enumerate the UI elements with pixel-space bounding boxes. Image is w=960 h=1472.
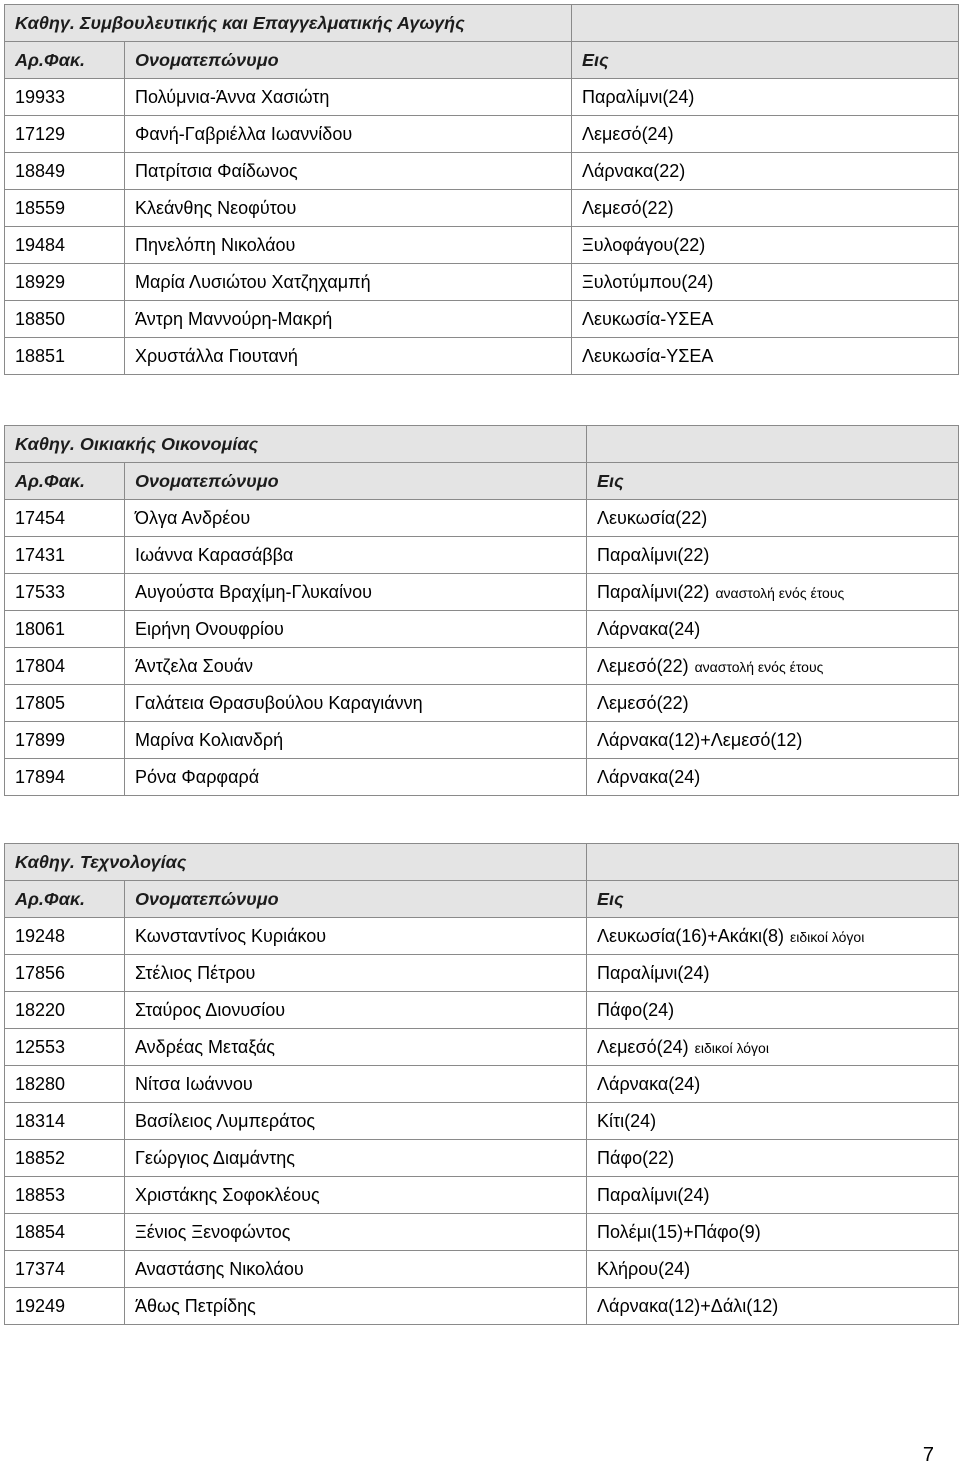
placement-text: Λευκωσία(22)	[597, 507, 708, 528]
cell-full-name: Πολύμνια-Άννα Χασιώτη	[125, 79, 572, 116]
cell-full-name: Μαρία Λυσιώτου Χατζηχαμπή	[125, 264, 572, 301]
cell-file-number: 12553	[5, 1029, 125, 1066]
placement-text: Πολέμι(15)+Πάφο(9)	[597, 1221, 761, 1242]
header-row	[5, 42, 959, 79]
cell-file-number: 17805	[5, 685, 125, 722]
cell-file-number: 19249	[5, 1288, 125, 1325]
placement-text: Παραλίμνι(24)	[597, 962, 710, 983]
cell-full-name: Κλεάνθης Νεοφύτου	[125, 190, 572, 227]
table-row	[5, 1177, 959, 1214]
cell-placement	[587, 1214, 959, 1251]
cell-file-number: 18280	[5, 1066, 125, 1103]
table-row	[5, 611, 959, 648]
placement-text: Κλήρου(24)	[597, 1258, 691, 1279]
table-row	[5, 685, 959, 722]
cell-placement	[587, 648, 959, 685]
col-header-name: Ονοματεπώνυμο	[125, 881, 587, 918]
category-row	[5, 426, 959, 463]
cell-full-name: Ανδρέας Μεταξάς	[125, 1029, 587, 1066]
cell-full-name: Χρυστάλλα Γιουτανή	[125, 338, 572, 375]
cell-placement	[587, 722, 959, 759]
category-row	[5, 5, 959, 42]
cell-full-name: Ειρήνη Ονουφρίου	[125, 611, 587, 648]
col-header-place: Εις	[587, 881, 959, 918]
placement-text: Πάφο(22)	[597, 1147, 675, 1168]
page-number: 7	[922, 1444, 934, 1466]
cell-placement	[587, 1140, 959, 1177]
cell-full-name: Κωνσταντίνος Κυριάκου	[125, 918, 587, 955]
placement-text: Πάφο(24)	[597, 999, 675, 1020]
cell-file-number: 18220	[5, 992, 125, 1029]
cell-file-number: 18314	[5, 1103, 125, 1140]
section-body	[5, 500, 959, 796]
placement-text: Λεμεσό(22)	[597, 692, 689, 713]
placement-note: αναστολή ενός έτους	[715, 584, 845, 601]
placement-text: Λάρνακα(22)	[582, 160, 686, 181]
table-row	[5, 648, 959, 685]
table-row	[5, 574, 959, 611]
cell-full-name: Αυγούστα Βραχίμη-Γλυκαίνου	[125, 574, 587, 611]
cell-full-name: Αναστάσης Νικολάου	[125, 1251, 587, 1288]
cell-placement	[587, 611, 959, 648]
cell-full-name: Άθως Πετρίδης	[125, 1288, 587, 1325]
col-header-id: Αρ.Φακ.	[5, 881, 125, 918]
placement-text: Λευκωσία-ΥΣΕΑ	[582, 345, 714, 366]
table-row	[5, 338, 959, 375]
cell-placement	[587, 992, 959, 1029]
cell-file-number: 17431	[5, 537, 125, 574]
cell-file-number: 17533	[5, 574, 125, 611]
table-row	[5, 722, 959, 759]
col-header-name: Ονοματεπώνυμο	[125, 42, 572, 79]
cell-placement	[587, 500, 959, 537]
category-title: Καθηγ. Οικιακής Οικονομίας	[5, 426, 587, 463]
table-row	[5, 116, 959, 153]
header-row	[5, 463, 959, 500]
table-row	[5, 301, 959, 338]
cell-file-number: 17899	[5, 722, 125, 759]
table-row	[5, 500, 959, 537]
cell-placement	[587, 1177, 959, 1214]
placement-text: Λάρνακα(24)	[597, 618, 701, 639]
cell-placement	[587, 1066, 959, 1103]
table-row	[5, 264, 959, 301]
col-header-id: Αρ.Φακ.	[5, 463, 125, 500]
table-row	[5, 1140, 959, 1177]
cell-file-number: 17804	[5, 648, 125, 685]
cell-placement	[572, 301, 959, 338]
placement-text: Λεμεσό(22)	[582, 197, 674, 218]
cell-full-name: Βασίλειος Λυμπεράτος	[125, 1103, 587, 1140]
cell-full-name: Όλγα Ανδρέου	[125, 500, 587, 537]
col-header-id: Αρ.Φακ.	[5, 42, 125, 79]
cell-file-number: 19933	[5, 79, 125, 116]
cell-placement	[587, 1251, 959, 1288]
table-row	[5, 1214, 959, 1251]
placement-text: Παραλίμνι(22)	[597, 581, 710, 602]
cell-placement	[587, 759, 959, 796]
table-row	[5, 1288, 959, 1325]
category-title: Καθηγ. Συμβουλευτικής και Επαγγελματικής Αγωγής	[5, 5, 572, 42]
cell-placement	[572, 264, 959, 301]
table-row	[5, 153, 959, 190]
header-row	[5, 881, 959, 918]
placement-note: ειδικοί λόγοι	[789, 928, 865, 945]
table-row	[5, 992, 959, 1029]
cell-placement	[572, 153, 959, 190]
cell-file-number: 17374	[5, 1251, 125, 1288]
table-row	[5, 1029, 959, 1066]
cell-full-name: Γεώργιος Διαμάντης	[125, 1140, 587, 1177]
placement-text: Κίτι(24)	[597, 1110, 657, 1131]
cell-file-number: 18854	[5, 1214, 125, 1251]
cell-file-number: 17129	[5, 116, 125, 153]
cell-full-name: Ξένιος Ξενοφώντος	[125, 1214, 587, 1251]
cell-file-number: 18852	[5, 1140, 125, 1177]
cell-full-name: Άντζελα Σουάν	[125, 648, 587, 685]
cell-placement	[587, 1288, 959, 1325]
cell-full-name: Φανή-Γαβριέλλα Ιωαννίδου	[125, 116, 572, 153]
table-row	[5, 1066, 959, 1103]
placement-text: Λάρνακα(12)+Δάλι(12)	[597, 1295, 779, 1316]
cell-placement	[587, 955, 959, 992]
placement-text: Λεμεσό(24)	[597, 1036, 689, 1057]
section-body	[5, 918, 959, 1325]
table-row	[5, 918, 959, 955]
cell-placement	[572, 79, 959, 116]
category-row	[5, 844, 959, 881]
col-header-place: Εις	[572, 42, 959, 79]
cell-placement	[572, 116, 959, 153]
section-table	[4, 843, 959, 1325]
table-row	[5, 1103, 959, 1140]
placement-text: Λάρνακα(24)	[597, 766, 701, 787]
category-title: Καθηγ. Τεχνολογίας	[5, 844, 587, 881]
cell-placement	[572, 190, 959, 227]
placement-text: Παραλίμνι(22)	[597, 544, 710, 565]
placement-text: Παραλίμνι(24)	[597, 1184, 710, 1205]
cell-placement	[572, 227, 959, 264]
cell-file-number: 18851	[5, 338, 125, 375]
cell-file-number: 17454	[5, 500, 125, 537]
cell-file-number: 18929	[5, 264, 125, 301]
cell-full-name: Σταύρος Διονυσίου	[125, 992, 587, 1029]
cell-full-name: Πατρίτσια Φαίδωνος	[125, 153, 572, 190]
cell-full-name: Ιωάννα Καρασάββα	[125, 537, 587, 574]
cell-file-number: 18559	[5, 190, 125, 227]
placement-note: αναστολή ενός έτους	[694, 658, 824, 675]
placement-text: Ξυλοφάγου(22)	[582, 234, 706, 255]
cell-file-number: 18061	[5, 611, 125, 648]
cell-full-name: Χριστάκης Σοφοκλέους	[125, 1177, 587, 1214]
cell-placement	[587, 1103, 959, 1140]
cell-full-name: Μαρίνα Κολιανδρή	[125, 722, 587, 759]
cell-placement	[587, 574, 959, 611]
category-blank	[587, 426, 959, 463]
table-row	[5, 190, 959, 227]
table-row	[5, 955, 959, 992]
table-row	[5, 227, 959, 264]
cell-file-number: 18849	[5, 153, 125, 190]
placement-text: Λάρνακα(24)	[597, 1073, 701, 1094]
cell-file-number: 17856	[5, 955, 125, 992]
cell-full-name: Γαλάτεια Θρασυβούλου Καραγιάννη	[125, 685, 587, 722]
col-header-place: Εις	[587, 463, 959, 500]
section-table	[4, 4, 959, 375]
cell-full-name: Νίτσα Ιωάννου	[125, 1066, 587, 1103]
table-row	[5, 537, 959, 574]
cell-placement	[587, 1029, 959, 1066]
category-blank	[572, 5, 959, 42]
cell-file-number: 17894	[5, 759, 125, 796]
cell-full-name: Στέλιος Πέτρου	[125, 955, 587, 992]
placement-text: Λεμεσό(22)	[597, 655, 689, 676]
placement-text: Λάρνακα(12)+Λεμεσό(12)	[597, 729, 803, 750]
cell-full-name: Άντρη Μαννούρη-Μακρή	[125, 301, 572, 338]
section-body	[5, 79, 959, 375]
section-table	[4, 425, 959, 796]
table-row	[5, 759, 959, 796]
placement-note: ειδικοί λόγοι	[694, 1039, 769, 1056]
category-blank	[587, 844, 959, 881]
placement-text: Λευκωσία-ΥΣΕΑ	[582, 308, 714, 329]
cell-file-number: 19484	[5, 227, 125, 264]
table-row	[5, 79, 959, 116]
cell-placement	[572, 338, 959, 375]
cell-file-number: 18850	[5, 301, 125, 338]
cell-file-number: 18853	[5, 1177, 125, 1214]
placement-text: Λευκωσία(16)+Ακάκι(8)	[597, 925, 784, 946]
cell-placement	[587, 685, 959, 722]
placement-text: Λεμεσό(24)	[582, 123, 674, 144]
table-row	[5, 1251, 959, 1288]
placement-text: Παραλίμνι(24)	[582, 86, 695, 107]
placement-text: Ξυλοτύμπου(24)	[582, 271, 714, 292]
cell-placement	[587, 918, 959, 955]
cell-file-number: 19248	[5, 918, 125, 955]
col-header-name: Ονοματεπώνυμο	[125, 463, 587, 500]
cell-placement	[587, 537, 959, 574]
cell-full-name: Πηνελόπη Νικολάου	[125, 227, 572, 264]
cell-full-name: Ρόνα Φαρφαρά	[125, 759, 587, 796]
